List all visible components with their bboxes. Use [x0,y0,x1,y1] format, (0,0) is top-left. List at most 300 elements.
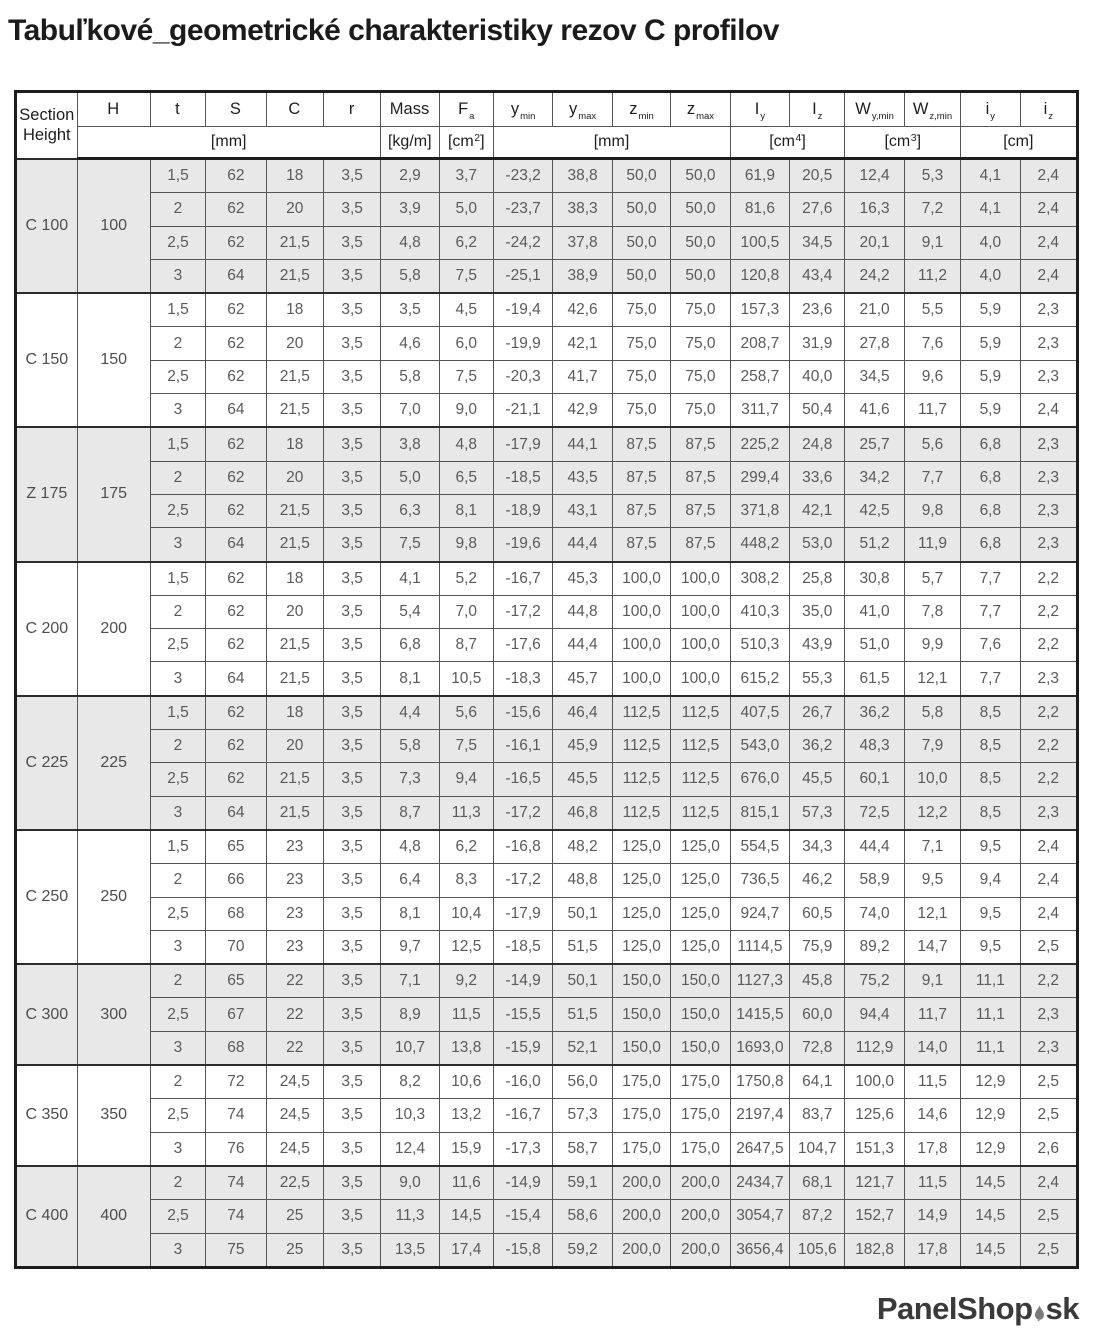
data-cell: 51,5 [553,998,612,1031]
data-cell: 258,7 [730,360,789,393]
data-cell: 45,5 [790,763,845,796]
data-cell: 68 [206,897,267,930]
data-cell: 12,5 [439,930,493,964]
data-cell: 61,5 [845,662,904,696]
data-cell: 175,0 [671,1099,730,1132]
data-cell: 8,3 [439,864,493,897]
data-cell: 112,5 [671,796,730,830]
data-cell: -17,2 [493,864,552,897]
data-cell: 7,5 [381,528,439,562]
data-cell: 308,2 [730,562,789,596]
data-cell: 2,5 [150,1200,205,1233]
data-cell: 45,3 [553,562,612,596]
data-cell: 175,0 [671,1132,730,1166]
data-cell: -15,4 [493,1200,552,1233]
data-cell: 125,0 [671,897,730,930]
data-cell: 8,5 [961,763,1020,796]
data-cell: 11,1 [961,964,1020,998]
data-cell: 1,5 [150,696,205,730]
height-value: 150 [77,293,150,427]
data-cell: 6,8 [961,427,1020,461]
data-cell: 64 [206,796,267,830]
table-row [16,864,1078,897]
data-cell: 62 [206,494,267,527]
height-value: 100 [77,159,150,294]
data-cell: 41,6 [845,394,904,428]
data-cell: 2,5 [150,629,205,662]
data-cell: 371,8 [730,494,789,527]
data-cell: 53,0 [790,528,845,562]
data-cell: 22 [266,1031,323,1065]
data-cell: 45,9 [553,730,612,763]
data-cell: 3,5 [323,394,380,428]
data-cell: 8,9 [381,998,439,1031]
data-cell: -18,9 [493,494,552,527]
data-cell: 62 [206,595,267,628]
data-cell: 125,0 [612,897,670,930]
data-cell: 3 [150,394,205,428]
logo-text-tld: sk [1045,1290,1079,1326]
data-cell: 815,1 [730,796,789,830]
data-cell: 3656,4 [730,1233,789,1267]
data-cell: 100,0 [671,595,730,628]
data-cell: 57,3 [790,796,845,830]
data-cell: 18 [266,562,323,596]
data-cell: 5,2 [439,562,493,596]
data-cell: 87,5 [671,427,730,461]
data-cell: 37,8 [553,226,612,259]
corner-line-section: Section [19,106,75,125]
data-cell: 74 [206,1200,267,1233]
data-cell: 112,5 [671,763,730,796]
table-row [16,193,1078,226]
data-cell: 9,4 [961,864,1020,897]
profile-table-container [14,90,1079,1269]
table-row [16,159,1078,193]
data-cell: 24,5 [266,1132,323,1166]
data-cell: 12,4 [381,1132,439,1166]
data-cell: 62 [206,360,267,393]
data-cell: -16,7 [493,1099,552,1132]
data-cell: 75,0 [612,360,670,393]
data-cell: 3,7 [439,159,493,193]
section-label: C 225 [16,696,78,830]
data-cell: 48,2 [553,830,612,864]
data-cell: 2 [150,1065,205,1099]
data-cell: 7,8 [904,595,960,628]
section-label: Z 175 [16,427,78,561]
column-header-s: S [206,92,267,127]
data-cell: -17,2 [493,595,552,628]
data-cell: 125,6 [845,1099,904,1132]
section-label: C 400 [16,1166,78,1267]
data-cell: 13,2 [439,1099,493,1132]
data-cell: 23 [266,830,323,864]
unit-header-mm-coords: [mm] [493,127,730,159]
data-cell: 11,6 [439,1166,493,1200]
data-cell: 3 [150,1031,205,1065]
data-cell: 11,3 [439,796,493,830]
data-cell: 44,4 [553,629,612,662]
data-cell: -19,4 [493,293,552,327]
data-cell: 112,5 [671,696,730,730]
data-cell: 3 [150,1132,205,1166]
data-cell: 87,5 [671,528,730,562]
data-cell: 6,0 [439,327,493,360]
data-cell: 100,0 [845,1065,904,1099]
data-cell: 5,6 [904,427,960,461]
data-cell: 2,5 [150,226,205,259]
data-cell: 35,0 [790,595,845,628]
data-cell: 8,7 [439,629,493,662]
data-cell: 3,5 [323,1132,380,1166]
data-cell: 31,9 [790,327,845,360]
data-cell: 67 [206,998,267,1031]
data-cell: 2,2 [1020,730,1077,763]
data-cell: 7,6 [904,327,960,360]
column-header-wymin: $W_{y,min}$ [845,92,904,127]
data-cell: 5,4 [381,595,439,628]
table-row [16,796,1078,830]
data-cell: -14,9 [493,1166,552,1200]
data-cell: 46,2 [790,864,845,897]
data-cell: 50,1 [553,964,612,998]
data-cell: 3,5 [323,730,380,763]
data-cell: 112,5 [612,730,670,763]
data-cell: 2,5 [150,998,205,1031]
data-cell: 11,5 [904,1065,960,1099]
data-cell: 58,9 [845,864,904,897]
data-cell: 21,5 [266,259,323,293]
data-cell: 112,5 [612,696,670,730]
data-cell: 62 [206,629,267,662]
data-cell: 4,1 [961,193,1020,226]
data-cell: 9,8 [904,494,960,527]
data-cell: 13,5 [381,1233,439,1267]
data-cell: 1,5 [150,562,205,596]
data-cell: 615,2 [730,662,789,696]
data-cell: 34,5 [845,360,904,393]
data-cell: 11,1 [961,998,1020,1031]
data-cell: 50,0 [612,259,670,293]
data-cell: 9,4 [439,763,493,796]
data-cell: -17,3 [493,1132,552,1166]
data-cell: 112,5 [671,730,730,763]
table-row [16,1233,1078,1267]
data-cell: 5,7 [904,562,960,596]
data-cell: 12,4 [845,159,904,193]
height-value: 250 [77,830,150,964]
table-row [16,461,1078,494]
data-cell: 74 [206,1166,267,1200]
data-cell: 5,8 [381,360,439,393]
data-cell: 6,3 [381,494,439,527]
data-cell: 81,6 [730,193,789,226]
data-cell: 121,7 [845,1166,904,1200]
data-cell: 50,1 [553,897,612,930]
data-cell: -16,8 [493,830,552,864]
footer [14,1291,1079,1327]
data-cell: 2,2 [1020,964,1077,998]
data-cell: 1750,8 [730,1065,789,1099]
data-cell: 3,5 [323,327,380,360]
data-cell: 9,5 [904,864,960,897]
data-cell: 50,0 [671,159,730,193]
table-row [16,595,1078,628]
data-cell: 7,1 [904,830,960,864]
data-cell: 2,5 [150,1099,205,1132]
data-cell: 6,2 [439,226,493,259]
data-cell: 2,4 [1020,159,1077,193]
data-cell: 2,4 [1020,830,1077,864]
data-cell: 87,5 [671,494,730,527]
data-cell: 13,8 [439,1031,493,1065]
data-cell: 70 [206,930,267,964]
data-cell: 17,4 [439,1233,493,1267]
data-cell: 11,5 [904,1166,960,1200]
data-cell: 3,5 [323,159,380,193]
data-cell: 3 [150,796,205,830]
data-cell: 45,5 [553,763,612,796]
data-cell: 3,5 [323,494,380,527]
data-cell: 100,5 [730,226,789,259]
page-title: Tabuľkové_geometrické charakteristiky rezov C profilov [8,14,779,47]
data-cell: -16,0 [493,1065,552,1099]
data-cell: 24,8 [790,427,845,461]
data-cell: 17,8 [904,1132,960,1166]
data-cell: 2,3 [1020,528,1077,562]
data-cell: 2,5 [150,763,205,796]
data-cell: 36,2 [790,730,845,763]
data-cell: 7,7 [961,662,1020,696]
data-cell: 6,5 [439,461,493,494]
data-cell: 24,5 [266,1065,323,1099]
data-cell: 60,0 [790,998,845,1031]
data-cell: 94,4 [845,998,904,1031]
data-cell: 59,1 [553,1166,612,1200]
table-row [16,1031,1078,1065]
data-cell: 50,0 [671,259,730,293]
data-cell: 20 [266,730,323,763]
data-cell: 11,7 [904,998,960,1031]
data-cell: 4,1 [381,562,439,596]
data-cell: 3,5 [323,259,380,293]
data-cell: 8,1 [381,897,439,930]
data-cell: 3,5 [323,763,380,796]
data-cell: 12,1 [904,662,960,696]
data-cell: 9,0 [439,394,493,428]
unit-header-cm4: $[cm^4]$ [730,127,845,159]
data-cell: 3,5 [323,998,380,1031]
data-cell: 40,0 [790,360,845,393]
data-cell: 72,8 [790,1031,845,1065]
data-cell: -23,7 [493,193,552,226]
data-cell: 112,9 [845,1031,904,1065]
column-header-fa: $F_a$ [439,92,493,127]
data-cell: 2 [150,964,205,998]
data-cell: 64 [206,662,267,696]
data-cell: 24,2 [845,259,904,293]
data-cell: 3,5 [323,461,380,494]
table-row [16,1200,1078,1233]
data-cell: 6,8 [961,461,1020,494]
data-cell: 5,9 [961,293,1020,327]
data-cell: 2,3 [1020,796,1077,830]
table-row [16,629,1078,662]
data-cell: 57,3 [553,1099,612,1132]
table-row [16,897,1078,930]
data-cell: -18,5 [493,461,552,494]
data-cell: 3,5 [323,595,380,628]
column-header-wzmin: $W_{z,min}$ [904,92,960,127]
data-cell: 75,0 [612,327,670,360]
data-cell: 75 [206,1233,267,1267]
data-cell: 20,5 [790,159,845,193]
data-cell: 23 [266,930,323,964]
data-cell: 2434,7 [730,1166,789,1200]
data-cell: 42,9 [553,394,612,428]
height-value: 300 [77,964,150,1065]
data-cell: 7,6 [961,629,1020,662]
data-cell: 2,2 [1020,763,1077,796]
data-cell: 75,0 [671,394,730,428]
data-cell: 510,3 [730,629,789,662]
data-cell: 62 [206,327,267,360]
data-cell: 2,3 [1020,327,1077,360]
data-cell: 299,4 [730,461,789,494]
data-cell: 42,1 [553,327,612,360]
data-cell: 34,3 [790,830,845,864]
data-cell: 7,7 [904,461,960,494]
data-cell: 2,2 [1020,629,1077,662]
data-cell: 3 [150,1233,205,1267]
table-row [16,662,1078,696]
data-cell: 62 [206,226,267,259]
data-cell: 2 [150,595,205,628]
data-cell: -19,6 [493,528,552,562]
data-cell: 2,3 [1020,494,1077,527]
data-cell: 34,2 [845,461,904,494]
data-cell: 7,2 [904,193,960,226]
data-cell: 62 [206,293,267,327]
corner-line-height: Height [22,126,71,145]
height-value: 175 [77,427,150,561]
data-cell: -15,8 [493,1233,552,1267]
data-cell: 4,8 [439,427,493,461]
data-cell: 14,0 [904,1031,960,1065]
data-cell: 151,3 [845,1132,904,1166]
data-cell: 3,5 [323,226,380,259]
data-cell: 14,7 [904,930,960,964]
table-row [16,998,1078,1031]
data-cell: 65 [206,830,267,864]
column-header-iy-radius: $i_y$ [961,92,1020,127]
data-cell: 43,1 [553,494,612,527]
data-cell: 21,5 [266,662,323,696]
data-cell: 4,6 [381,327,439,360]
table-row [16,1132,1078,1166]
data-cell: 21,5 [266,394,323,428]
data-cell: 41,7 [553,360,612,393]
data-cell: 12,9 [961,1132,1020,1166]
data-cell: 175,0 [671,1065,730,1099]
data-cell: 200,0 [671,1233,730,1267]
data-cell: -16,5 [493,763,552,796]
data-cell: 100,0 [612,662,670,696]
table-row [16,1099,1078,1132]
data-cell: 2,4 [1020,394,1077,428]
data-cell: 25,8 [790,562,845,596]
data-cell: 150,0 [612,1031,670,1065]
data-cell: 3,8 [381,427,439,461]
data-cell: 43,4 [790,259,845,293]
section-label: C 300 [16,964,78,1065]
data-cell: 125,0 [671,930,730,964]
data-cell: 9,6 [904,360,960,393]
data-cell: 3 [150,528,205,562]
data-cell: 9,1 [904,964,960,998]
data-cell: 87,5 [612,461,670,494]
data-cell: 72,5 [845,796,904,830]
data-cell: 48,8 [553,864,612,897]
data-cell: 9,9 [904,629,960,662]
data-cell: -15,9 [493,1031,552,1065]
data-cell: 3,5 [323,696,380,730]
data-cell: 42,5 [845,494,904,527]
data-cell: 1,5 [150,427,205,461]
data-cell: 41,0 [845,595,904,628]
data-cell: 12,2 [904,796,960,830]
data-cell: 100,0 [671,562,730,596]
data-cell: 10,0 [904,763,960,796]
data-cell: 7,7 [961,562,1020,596]
data-cell: 62 [206,562,267,596]
data-cell: 2,5 [1020,1065,1077,1099]
data-cell: 62 [206,730,267,763]
data-cell: 51,2 [845,528,904,562]
data-cell: 407,5 [730,696,789,730]
data-cell: 75,9 [790,930,845,964]
data-cell: -17,9 [493,427,552,461]
data-cell: 50,0 [612,193,670,226]
data-cell: 1,5 [150,830,205,864]
data-cell: 60,1 [845,763,904,796]
data-cell: 25,7 [845,427,904,461]
data-cell: 51,0 [845,629,904,662]
data-cell: 42,6 [553,293,612,327]
table-row [16,528,1078,562]
table-header [16,92,1078,159]
data-cell: 3,5 [323,1031,380,1065]
data-cell: 3,5 [323,1233,380,1267]
data-cell: 125,0 [612,864,670,897]
column-header-ymax: $y_{max}$ [553,92,612,127]
data-cell: 38,3 [553,193,612,226]
data-cell: 21,5 [266,226,323,259]
data-cell: 60,5 [790,897,845,930]
data-cell: 3,5 [323,427,380,461]
table-row [16,427,1078,461]
data-cell: 2,4 [1020,226,1077,259]
data-cell: 50,0 [612,226,670,259]
data-cell: 21,0 [845,293,904,327]
table-row [16,327,1078,360]
logo-text-main: PanelShop [876,1290,1033,1326]
data-cell: 554,5 [730,830,789,864]
data-cell: 45,8 [790,964,845,998]
height-value: 350 [77,1065,150,1166]
unit-header-mm-dimensions: [mm] [77,127,381,159]
